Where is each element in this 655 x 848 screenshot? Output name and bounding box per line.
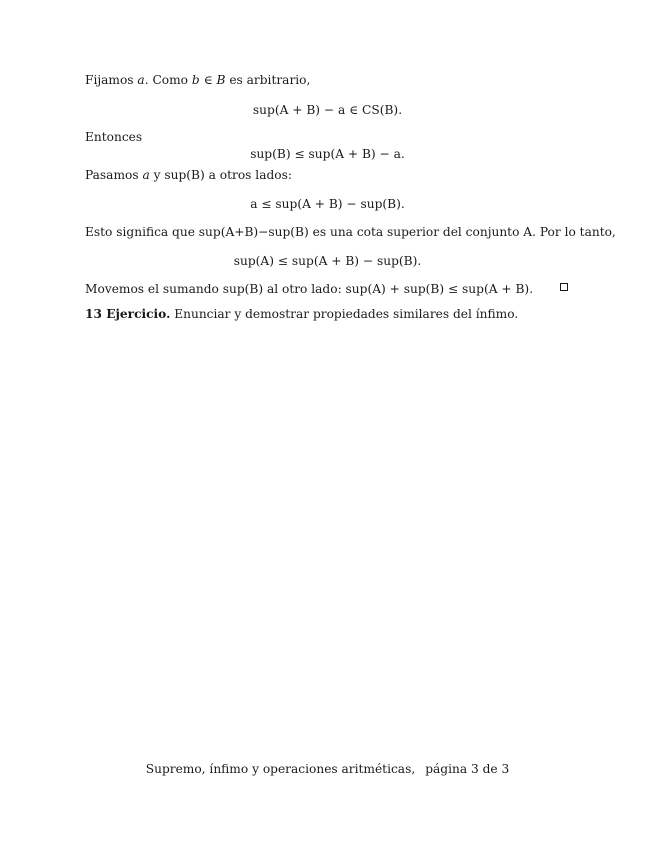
equation-1: sup(A + B) − a ∈ CS(B). — [252, 103, 403, 117]
paragraph-esto-significa: Esto significa que sup(A+B)−sup(B) es una cota superior del conjunto A. Por lo tanto, — [85, 225, 616, 239]
exercise-text: Enunciar y demostrar propiedades similares del ínfimo. — [170, 307, 519, 321]
equation-3: a ≤ sup(A + B) − sup(B). — [250, 197, 405, 211]
page-footer — [0, 762, 655, 776]
paragraph-fijamos — [85, 73, 310, 87]
equation-2: sup(B) ≤ sup(A + B) − a. — [250, 147, 405, 161]
footer-title: Supremo, ínfimo y operaciones aritméticas, — [145, 762, 416, 776]
text: y sup(B) a otros lados: — [149, 168, 292, 182]
math-var-a: a — [142, 168, 150, 182]
equation-4: sup(A) ≤ sup(A + B) − sup(B). — [233, 254, 422, 268]
text: . Como — [144, 73, 192, 87]
math-in: ∈ — [199, 73, 217, 87]
paragraph-entonces: Entonces — [85, 130, 143, 144]
text: Fijamos — [85, 73, 138, 87]
qed-box-icon — [560, 283, 568, 291]
math-var-b: b — [191, 73, 200, 87]
exercise-label: 13 Ejercicio. — [85, 307, 171, 321]
paragraph-movemos: Movemos el sumando sup(B) al otro lado: sup(A) + sup(B) ≤ sup(A + B). — [85, 282, 534, 296]
paragraph-pasamos — [85, 168, 292, 182]
math-var-B: B — [216, 73, 226, 87]
exercise-13 — [85, 307, 518, 321]
text: Pasamos — [85, 168, 143, 182]
text: es arbitrario, — [225, 73, 311, 87]
math-var-a: a — [137, 73, 145, 87]
footer-page-number: página 3 de 3 — [425, 762, 510, 776]
